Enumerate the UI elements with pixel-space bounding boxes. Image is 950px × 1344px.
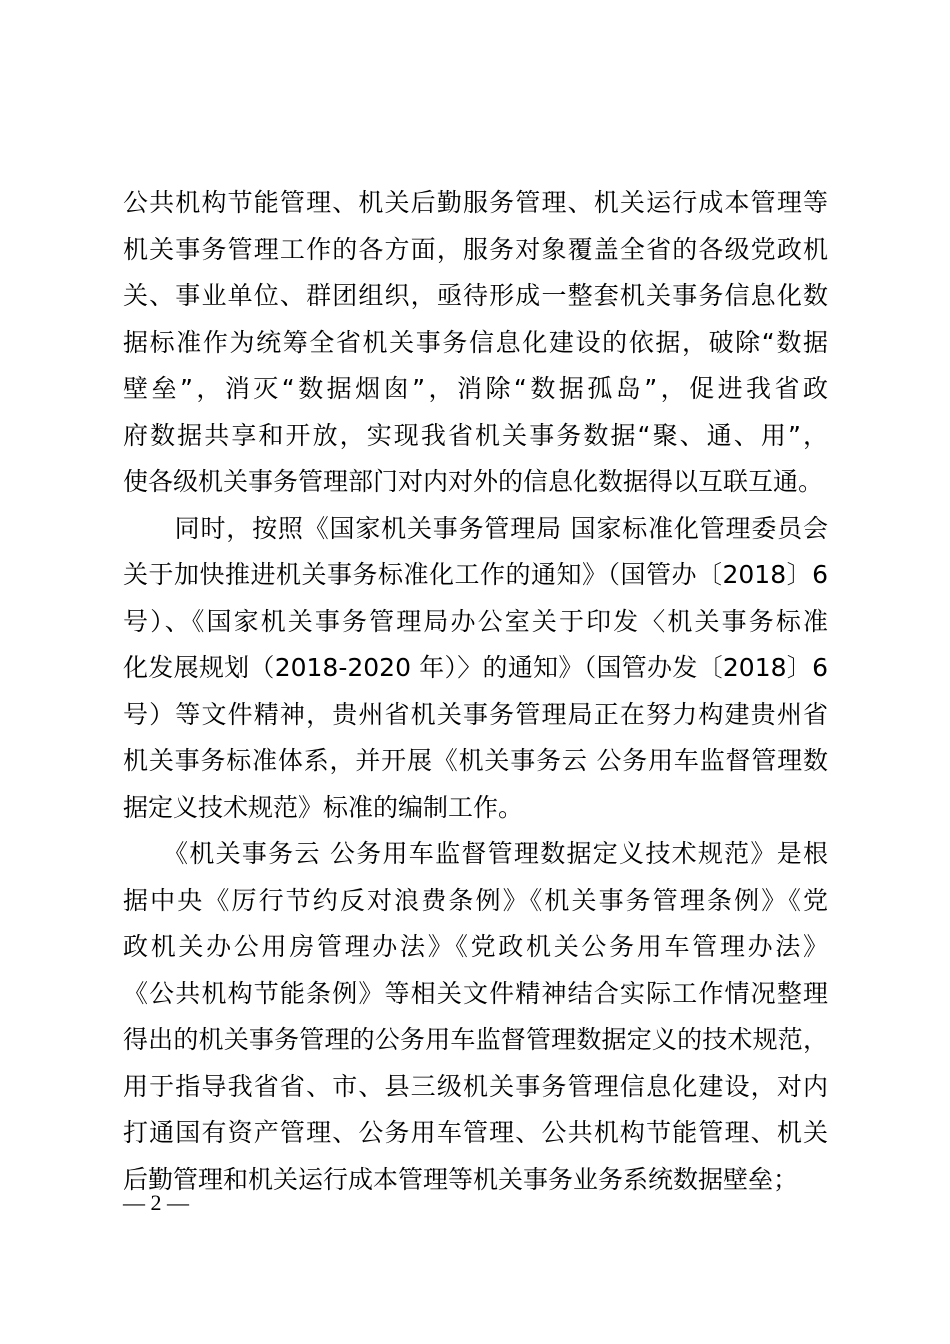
text-line: 《公共机构节能条例》等相关文件精神结合实际工作情况整理 xyxy=(123,978,828,1008)
text-line: 号）等文件精神，贵州省机关事务管理局正在努力构建贵州省 xyxy=(123,699,828,729)
text-line: 同时，按照《国家机关事务管理局 国家标准化管理委员会 xyxy=(123,513,828,543)
text-line: 关、事业单位、群团组织，亟待形成一整套机关事务信息化数 xyxy=(123,281,828,310)
text-line: 政机关办公用房管理办法》《党政机关公务用车管理办法》 xyxy=(123,932,828,961)
page-number: — 2 — xyxy=(123,1190,189,1215)
text-line: 号）、《国家机关事务管理局办公室关于印发〈机关事务标准 xyxy=(123,606,828,636)
text-line: 据定义技术规范》标准的编制工作。 xyxy=(123,792,524,822)
text-line: 用于指导我省省、市、县三级机关事务管理信息化建设，对内 xyxy=(123,1071,828,1101)
text-line: 后勤管理和机关运行成本管理等机关事务业务系统数据壁垒； xyxy=(123,1164,799,1194)
text-line: 府数据共享和开放，实现我省机关事务数据“聚、通、用”， xyxy=(123,420,828,450)
text-line: 关于加快推进机关事务标准化工作的通知》（国管办〔2018〕6 xyxy=(123,560,828,589)
text-line: 机关事务管理工作的各方面，服务对象覆盖全省的各级党政机 xyxy=(123,234,828,264)
text-line: 据中央《厉行节约反对浪费条例》《机关事务管理条例》《党 xyxy=(123,885,828,915)
text-line: 《机关事务云 公务用车监督管理数据定义技术规范》是根 xyxy=(123,839,828,868)
text-line: 机关事务标准体系，并开展《机关事务云 公务用车监督管理数 xyxy=(123,746,828,775)
text-line: 公共机构节能管理、机关后勤服务管理、机关运行成本管理等 xyxy=(123,188,828,217)
text-line: 得出的机关事务管理的公务用车监督管理数据定义的技术规范， xyxy=(123,1025,828,1054)
text-line: 打通国有资产管理、公务用车管理、公共机构节能管理、机关 xyxy=(123,1118,828,1147)
text-line: 壁垒”，消灭“数据烟囱”，消除“数据孤岛”，促进我省政 xyxy=(123,374,828,403)
body-text xyxy=(123,180,828,1203)
text-line: 使各级机关事务管理部门对内对外的信息化数据得以互联互通。 xyxy=(123,467,824,496)
text-line: 化发展规划（2018-2020 年）〉的通知》（国管办发〔2018〕6 xyxy=(123,653,828,682)
text-line: 据标准作为统筹全省机关事务信息化建设的依据，破除“数据 xyxy=(123,327,828,357)
